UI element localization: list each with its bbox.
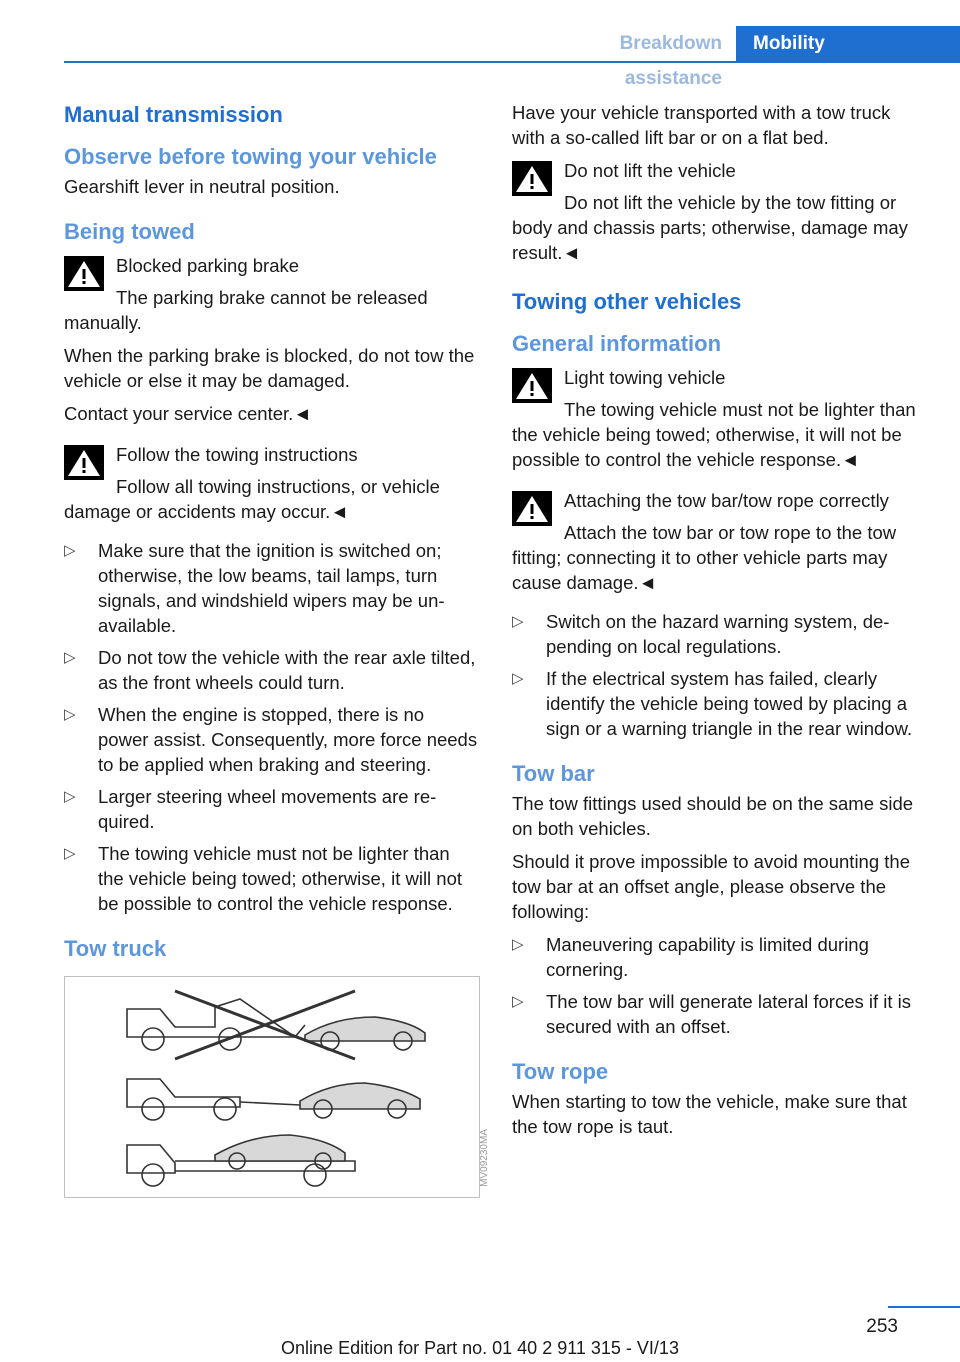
tow-bar-bullet-list: [512, 932, 928, 1039]
page-number: 253: [866, 1316, 898, 1337]
warning-title: Follow the towing instructions: [116, 444, 358, 465]
triangle-bullet-icon: ▷: [64, 706, 76, 723]
towing-bullet-list: [64, 538, 478, 916]
warning-title: Attaching the tow bar/tow rope correctly: [564, 490, 889, 511]
triangle-bullet-icon: ▷: [512, 613, 524, 630]
heading-towing-other-vehicles: Towing other vehicles: [512, 289, 742, 314]
tow-truck-illustration: [64, 976, 490, 1198]
list-item: ▷ When the engine is stopped, there is no power assist. Consequently, more force needs to be applied when braking and steering.: [64, 704, 478, 775]
triangle-bullet-icon: ▷: [512, 670, 524, 687]
paragraph-service-center: Contact your service center.◄: [64, 403, 312, 424]
tow-bar-paragraph: The tow fittings used should be on the same side on both vehicles.: [512, 793, 914, 839]
header-section-label: Breakdown assistance: [619, 33, 722, 89]
warning-text: The towing vehicle must not be lighter than the vehicle being towed; otherwise, it will not be possible to control the vehicle response.◄: [512, 399, 916, 470]
warning-triangle-icon: [512, 491, 552, 526]
warning-text: Attach the tow bar or tow rope to the tow fitting; connecting it to other vehicle parts may cause damage.◄: [512, 522, 897, 593]
triangle-bullet-icon: ▷: [64, 542, 76, 559]
warning-text: The parking brake cannot be released manually.: [64, 287, 428, 333]
heading-observe-before-towing: Observe before towing your vehicle: [64, 144, 437, 169]
heading-manual-transmission: Manual transmission: [64, 102, 283, 127]
warning-title: Blocked parking brake: [116, 255, 300, 276]
triangle-bullet-icon: ▷: [512, 993, 524, 1010]
warning-text: Do not lift the vehicle by the tow fitting or body and chassis parts; otherwise, damage may result.◄: [512, 192, 908, 263]
heading-tow-rope: Tow rope: [512, 1059, 609, 1084]
left-column: [64, 100, 490, 1198]
triangle-bullet-icon: ▷: [64, 845, 76, 862]
intro-paragraph: Have your vehicle transported with a tow truck with a so-called lift bar or on a flat bed.: [512, 102, 891, 148]
tow-bar-paragraph-offset: Should it prove impossible to avoid mounting the tow bar at an offset angle, please observe the following:: [512, 851, 910, 922]
header-rule: [64, 61, 960, 63]
triangle-bullet-icon: ▷: [64, 649, 76, 666]
warning-triangle-icon: [64, 256, 104, 291]
list-item: ▷ If the electrical system has failed, clearly identify the vehicle being towed by placing a sign or a warning triangle in the rear window.: [512, 668, 913, 739]
list-item: ▷ Make sure that the ignition is switched on; otherwise, the low beams, tail lamps, turn signals, and windshield wipers may be unavailable.: [64, 540, 445, 636]
list-item: ▷ The towing vehicle must not be lighter than the vehicle being towed; otherwise, it will not be possible to control the vehicle response.: [64, 843, 463, 914]
warning-follow-towing-instructions: [64, 442, 478, 524]
list-item: ▷ The tow bar will generate lateral forces if it is secured with an offset.: [512, 991, 912, 1037]
warning-triangle-icon: [512, 368, 552, 403]
warning-blocked-parking-brake: [64, 253, 478, 335]
heading-tow-truck: Tow truck: [64, 936, 167, 961]
header-chapter-tab: Mobility: [736, 26, 960, 63]
footer-rule: [888, 1306, 960, 1308]
warning-title: Light towing vehicle: [564, 367, 726, 388]
warning-light-towing-vehicle: [512, 365, 928, 472]
warning-triangle-icon: [64, 445, 104, 480]
right-column: [512, 100, 928, 1147]
list-item: ▷ Maneuvering capability is limited during cornering.: [512, 934, 869, 980]
list-item: ▷ Larger steering wheel movements are required.: [64, 786, 437, 832]
list-item: ▷ Do not tow the vehicle with the rear axle tilted, as the front wheels could turn.: [64, 647, 476, 693]
heading-tow-bar: Tow bar: [512, 761, 595, 786]
triangle-bullet-icon: ▷: [64, 788, 76, 805]
warning-title: Do not lift the vehicle: [564, 160, 736, 181]
towing-other-bullet-list: [512, 609, 928, 741]
observe-text: Gearshift lever in neutral position.: [64, 176, 340, 197]
warning-attaching-tow-bar: [512, 488, 928, 595]
warning-do-not-lift: [512, 158, 928, 265]
figure-code: MV09230MA: [479, 1129, 490, 1187]
warning-text: Follow all towing instructions, or vehicle damage or accidents may occur.◄: [64, 476, 440, 522]
tow-rope-paragraph: When starting to tow the vehicle, make sure that the tow rope is taut.: [512, 1091, 907, 1137]
heading-being-towed: Being towed: [64, 219, 195, 244]
tow-truck-drawing: [65, 977, 479, 1197]
warning-triangle-icon: [512, 161, 552, 196]
list-item: ▷ Switch on the hazard warning system, depending on local regulations.: [512, 611, 890, 657]
footer-edition-text: Online Edition for Part no. 01 40 2 911 315 - VI/13: [281, 1338, 679, 1358]
paragraph-parking-brake: When the parking brake is blocked, do not tow the vehicle or else it may be damaged.: [64, 345, 475, 391]
heading-general-information: General information: [512, 331, 722, 356]
triangle-bullet-icon: ▷: [512, 936, 524, 953]
